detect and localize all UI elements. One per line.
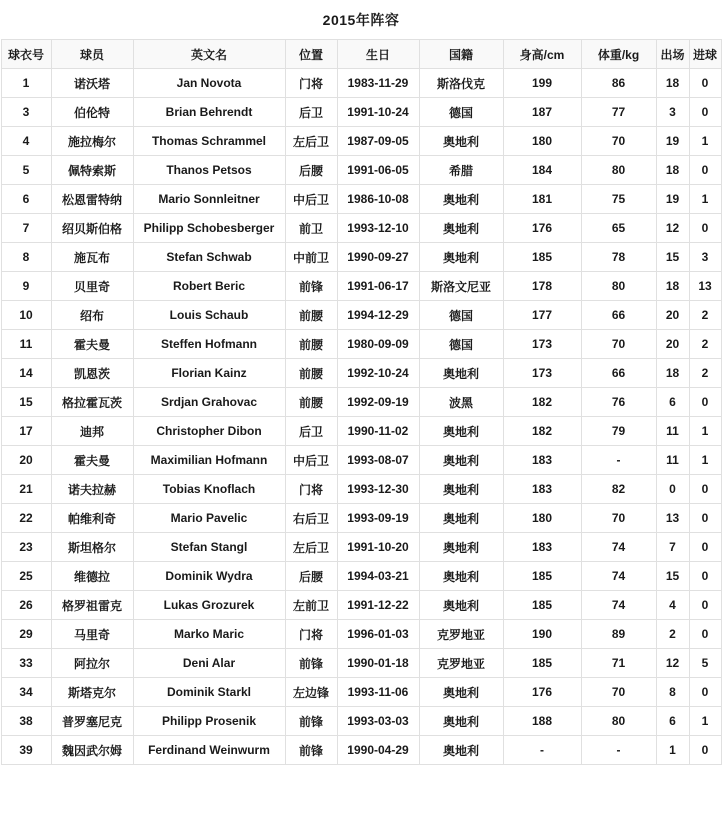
cell-height: 185 bbox=[503, 243, 581, 272]
cell-en-name: Louis Schaub bbox=[133, 301, 285, 330]
table-row bbox=[1, 243, 721, 272]
cell-goals: 0 bbox=[689, 736, 721, 765]
cell-en-name: Florian Kainz bbox=[133, 359, 285, 388]
table-header-row bbox=[1, 40, 721, 69]
table-row bbox=[1, 127, 721, 156]
cell-appearances: 18 bbox=[656, 359, 689, 388]
cell-nationality: 奥地利 bbox=[419, 562, 503, 591]
header-cell-position: 位置 bbox=[285, 40, 337, 69]
cell-player: 阿拉尔 bbox=[51, 649, 133, 678]
cell-birthday: 1990-09-27 bbox=[337, 243, 419, 272]
cell-nationality: 奥地利 bbox=[419, 446, 503, 475]
cell-nationality: 奥地利 bbox=[419, 678, 503, 707]
cell-player: 凯恩茨 bbox=[51, 359, 133, 388]
cell-position: 左前卫 bbox=[285, 591, 337, 620]
cell-weight: 74 bbox=[581, 591, 656, 620]
cell-appearances: 20 bbox=[656, 330, 689, 359]
cell-goals: 0 bbox=[689, 533, 721, 562]
cell-appearances: 15 bbox=[656, 562, 689, 591]
cell-player: 施瓦布 bbox=[51, 243, 133, 272]
header-cell-appearances: 出场 bbox=[656, 40, 689, 69]
cell-goals: 1 bbox=[689, 185, 721, 214]
table-row bbox=[1, 156, 721, 185]
cell-birthday: 1992-10-24 bbox=[337, 359, 419, 388]
cell-height: 180 bbox=[503, 504, 581, 533]
cell-jersey: 10 bbox=[1, 301, 51, 330]
cell-jersey: 38 bbox=[1, 707, 51, 736]
cell-birthday: 1987-09-05 bbox=[337, 127, 419, 156]
cell-height: 185 bbox=[503, 562, 581, 591]
cell-player: 普罗塞尼克 bbox=[51, 707, 133, 736]
cell-height: 183 bbox=[503, 446, 581, 475]
cell-appearances: 19 bbox=[656, 127, 689, 156]
cell-weight: 71 bbox=[581, 649, 656, 678]
cell-jersey: 11 bbox=[1, 330, 51, 359]
table-row bbox=[1, 417, 721, 446]
cell-birthday: 1991-06-05 bbox=[337, 156, 419, 185]
cell-en-name: Stefan Schwab bbox=[133, 243, 285, 272]
cell-en-name: Dominik Wydra bbox=[133, 562, 285, 591]
cell-player: 施拉梅尔 bbox=[51, 127, 133, 156]
cell-appearances: 18 bbox=[656, 69, 689, 98]
cell-birthday: 1993-12-10 bbox=[337, 214, 419, 243]
cell-player: 斯塔克尔 bbox=[51, 678, 133, 707]
cell-appearances: 1 bbox=[656, 736, 689, 765]
table-row bbox=[1, 678, 721, 707]
cell-position: 前卫 bbox=[285, 214, 337, 243]
cell-nationality: 斯洛伐克 bbox=[419, 69, 503, 98]
cell-jersey: 20 bbox=[1, 446, 51, 475]
cell-nationality: 奥地利 bbox=[419, 591, 503, 620]
cell-position: 后卫 bbox=[285, 417, 337, 446]
cell-position: 前腰 bbox=[285, 359, 337, 388]
cell-birthday: 1993-12-30 bbox=[337, 475, 419, 504]
header-cell-player: 球员 bbox=[51, 40, 133, 69]
cell-en-name: Maximilian Hofmann bbox=[133, 446, 285, 475]
cell-jersey: 6 bbox=[1, 185, 51, 214]
cell-jersey: 9 bbox=[1, 272, 51, 301]
cell-player: 霍夫曼 bbox=[51, 446, 133, 475]
cell-position: 后卫 bbox=[285, 98, 337, 127]
cell-nationality: 奥地利 bbox=[419, 533, 503, 562]
cell-height: 184 bbox=[503, 156, 581, 185]
cell-height: 185 bbox=[503, 591, 581, 620]
cell-en-name: Lukas Grozurek bbox=[133, 591, 285, 620]
table-row bbox=[1, 446, 721, 475]
cell-position: 左边锋 bbox=[285, 678, 337, 707]
cell-height: 176 bbox=[503, 678, 581, 707]
cell-height: 183 bbox=[503, 475, 581, 504]
cell-jersey: 22 bbox=[1, 504, 51, 533]
cell-goals: 5 bbox=[689, 649, 721, 678]
cell-appearances: 12 bbox=[656, 649, 689, 678]
table-row bbox=[1, 475, 721, 504]
cell-weight: 66 bbox=[581, 359, 656, 388]
cell-nationality: 奥地利 bbox=[419, 707, 503, 736]
cell-nationality: 波黑 bbox=[419, 388, 503, 417]
cell-en-name: Deni Alar bbox=[133, 649, 285, 678]
cell-position: 后腰 bbox=[285, 562, 337, 591]
cell-nationality: 奥地利 bbox=[419, 417, 503, 446]
cell-en-name: Christopher Dibon bbox=[133, 417, 285, 446]
header-cell-nationality: 国籍 bbox=[419, 40, 503, 69]
cell-goals: 0 bbox=[689, 562, 721, 591]
table-row bbox=[1, 562, 721, 591]
cell-position: 前腰 bbox=[285, 301, 337, 330]
cell-goals: 0 bbox=[689, 69, 721, 98]
cell-goals: 0 bbox=[689, 504, 721, 533]
cell-height: 185 bbox=[503, 649, 581, 678]
table-row bbox=[1, 69, 721, 98]
cell-goals: 1 bbox=[689, 707, 721, 736]
cell-en-name: Mario Pavelic bbox=[133, 504, 285, 533]
table-row bbox=[1, 388, 721, 417]
cell-player: 佩特索斯 bbox=[51, 156, 133, 185]
cell-player: 斯坦格尔 bbox=[51, 533, 133, 562]
cell-weight: - bbox=[581, 736, 656, 765]
cell-player: 霍夫曼 bbox=[51, 330, 133, 359]
table-row bbox=[1, 533, 721, 562]
table-row bbox=[1, 359, 721, 388]
cell-jersey: 3 bbox=[1, 98, 51, 127]
cell-nationality: 奥地利 bbox=[419, 243, 503, 272]
cell-player: 松恩雷特纳 bbox=[51, 185, 133, 214]
cell-player: 绍布 bbox=[51, 301, 133, 330]
cell-weight: 74 bbox=[581, 562, 656, 591]
cell-birthday: 1991-10-20 bbox=[337, 533, 419, 562]
cell-player: 魏因武尔姆 bbox=[51, 736, 133, 765]
cell-position: 前锋 bbox=[285, 272, 337, 301]
cell-weight: 76 bbox=[581, 388, 656, 417]
cell-nationality: 奥地利 bbox=[419, 127, 503, 156]
cell-weight: 74 bbox=[581, 533, 656, 562]
cell-birthday: 1991-10-24 bbox=[337, 98, 419, 127]
cell-goals: 0 bbox=[689, 620, 721, 649]
header-cell-weight: 体重/kg bbox=[581, 40, 656, 69]
cell-height: 183 bbox=[503, 533, 581, 562]
cell-jersey: 34 bbox=[1, 678, 51, 707]
cell-nationality: 德国 bbox=[419, 330, 503, 359]
cell-nationality: 克罗地亚 bbox=[419, 649, 503, 678]
header-cell-en-name: 英文名 bbox=[133, 40, 285, 69]
cell-birthday: 1994-03-21 bbox=[337, 562, 419, 591]
table-row bbox=[1, 98, 721, 127]
cell-nationality: 斯洛文尼亚 bbox=[419, 272, 503, 301]
cell-nationality: 奥地利 bbox=[419, 736, 503, 765]
cell-height: 176 bbox=[503, 214, 581, 243]
cell-birthday: 1983-11-29 bbox=[337, 69, 419, 98]
cell-jersey: 39 bbox=[1, 736, 51, 765]
cell-position: 右后卫 bbox=[285, 504, 337, 533]
cell-goals: 0 bbox=[689, 475, 721, 504]
cell-position: 中前卫 bbox=[285, 243, 337, 272]
table-row bbox=[1, 736, 721, 765]
cell-goals: 1 bbox=[689, 127, 721, 156]
cell-birthday: 1991-12-22 bbox=[337, 591, 419, 620]
cell-jersey: 8 bbox=[1, 243, 51, 272]
cell-jersey: 1 bbox=[1, 69, 51, 98]
cell-appearances: 11 bbox=[656, 417, 689, 446]
cell-weight: 70 bbox=[581, 678, 656, 707]
cell-appearances: 3 bbox=[656, 98, 689, 127]
cell-en-name: Tobias Knoflach bbox=[133, 475, 285, 504]
cell-nationality: 奥地利 bbox=[419, 359, 503, 388]
cell-position: 前腰 bbox=[285, 330, 337, 359]
cell-nationality: 克罗地亚 bbox=[419, 620, 503, 649]
cell-en-name: Ferdinand Weinwurm bbox=[133, 736, 285, 765]
cell-jersey: 33 bbox=[1, 649, 51, 678]
cell-en-name: Dominik Starkl bbox=[133, 678, 285, 707]
cell-jersey: 23 bbox=[1, 533, 51, 562]
cell-weight: 78 bbox=[581, 243, 656, 272]
cell-position: 前腰 bbox=[285, 388, 337, 417]
cell-en-name: Srdjan Grahovac bbox=[133, 388, 285, 417]
cell-birthday: 1993-03-03 bbox=[337, 707, 419, 736]
cell-player: 诺沃塔 bbox=[51, 69, 133, 98]
cell-en-name: Thomas Schrammel bbox=[133, 127, 285, 156]
cell-height: 173 bbox=[503, 330, 581, 359]
cell-weight: 75 bbox=[581, 185, 656, 214]
cell-birthday: 1980-09-09 bbox=[337, 330, 419, 359]
cell-appearances: 6 bbox=[656, 388, 689, 417]
cell-weight: 80 bbox=[581, 707, 656, 736]
cell-position: 左后卫 bbox=[285, 533, 337, 562]
header-cell-goals: 进球 bbox=[689, 40, 721, 69]
cell-jersey: 25 bbox=[1, 562, 51, 591]
cell-nationality: 奥地利 bbox=[419, 475, 503, 504]
cell-player: 帕维利奇 bbox=[51, 504, 133, 533]
cell-appearances: 12 bbox=[656, 214, 689, 243]
cell-weight: 66 bbox=[581, 301, 656, 330]
cell-height: 182 bbox=[503, 417, 581, 446]
cell-weight: 79 bbox=[581, 417, 656, 446]
cell-appearances: 7 bbox=[656, 533, 689, 562]
cell-player: 诺夫拉赫 bbox=[51, 475, 133, 504]
page-title: 2015年阵容 bbox=[322, 12, 400, 28]
cell-birthday: 1993-11-06 bbox=[337, 678, 419, 707]
cell-en-name: Robert Beric bbox=[133, 272, 285, 301]
cell-weight: 70 bbox=[581, 127, 656, 156]
cell-birthday: 1991-06-17 bbox=[337, 272, 419, 301]
cell-goals: 3 bbox=[689, 243, 721, 272]
cell-height: 177 bbox=[503, 301, 581, 330]
cell-position: 中后卫 bbox=[285, 446, 337, 475]
cell-en-name: Mario Sonnleitner bbox=[133, 185, 285, 214]
cell-appearances: 6 bbox=[656, 707, 689, 736]
cell-weight: 86 bbox=[581, 69, 656, 98]
cell-position: 门将 bbox=[285, 475, 337, 504]
cell-nationality: 德国 bbox=[419, 98, 503, 127]
cell-weight: 80 bbox=[581, 156, 656, 185]
cell-height: 178 bbox=[503, 272, 581, 301]
roster-table-body bbox=[1, 69, 721, 765]
cell-height: 173 bbox=[503, 359, 581, 388]
cell-goals: 2 bbox=[689, 301, 721, 330]
header-cell-jersey: 球衣号 bbox=[1, 40, 51, 69]
cell-nationality: 奥地利 bbox=[419, 214, 503, 243]
cell-appearances: 18 bbox=[656, 272, 689, 301]
cell-goals: 0 bbox=[689, 591, 721, 620]
cell-position: 门将 bbox=[285, 69, 337, 98]
cell-nationality: 奥地利 bbox=[419, 504, 503, 533]
cell-player: 迪邦 bbox=[51, 417, 133, 446]
cell-position: 后腰 bbox=[285, 156, 337, 185]
cell-appearances: 18 bbox=[656, 156, 689, 185]
cell-en-name: Brian Behrendt bbox=[133, 98, 285, 127]
cell-birthday: 1990-01-18 bbox=[337, 649, 419, 678]
cell-position: 中后卫 bbox=[285, 185, 337, 214]
table-row bbox=[1, 214, 721, 243]
cell-birthday: 1990-04-29 bbox=[337, 736, 419, 765]
cell-appearances: 11 bbox=[656, 446, 689, 475]
cell-goals: 0 bbox=[689, 98, 721, 127]
cell-jersey: 7 bbox=[1, 214, 51, 243]
cell-player: 维德拉 bbox=[51, 562, 133, 591]
cell-jersey: 17 bbox=[1, 417, 51, 446]
cell-birthday: 1992-09-19 bbox=[337, 388, 419, 417]
cell-en-name: Steffen Hofmann bbox=[133, 330, 285, 359]
cell-position: 前锋 bbox=[285, 707, 337, 736]
cell-goals: 2 bbox=[689, 359, 721, 388]
cell-weight: 65 bbox=[581, 214, 656, 243]
cell-position: 前锋 bbox=[285, 736, 337, 765]
cell-weight: 82 bbox=[581, 475, 656, 504]
roster-table bbox=[1, 39, 722, 765]
cell-height: 188 bbox=[503, 707, 581, 736]
cell-birthday: 1994-12-29 bbox=[337, 301, 419, 330]
cell-weight: 77 bbox=[581, 98, 656, 127]
cell-appearances: 19 bbox=[656, 185, 689, 214]
cell-height: 199 bbox=[503, 69, 581, 98]
cell-nationality: 德国 bbox=[419, 301, 503, 330]
cell-appearances: 0 bbox=[656, 475, 689, 504]
cell-goals: 0 bbox=[689, 214, 721, 243]
cell-height: 187 bbox=[503, 98, 581, 127]
cell-appearances: 2 bbox=[656, 620, 689, 649]
cell-position: 前锋 bbox=[285, 649, 337, 678]
cell-birthday: 1996-01-03 bbox=[337, 620, 419, 649]
cell-en-name: Philipp Prosenik bbox=[133, 707, 285, 736]
cell-height: 181 bbox=[503, 185, 581, 214]
cell-appearances: 13 bbox=[656, 504, 689, 533]
cell-en-name: Stefan Stangl bbox=[133, 533, 285, 562]
cell-appearances: 15 bbox=[656, 243, 689, 272]
cell-jersey: 15 bbox=[1, 388, 51, 417]
cell-height: - bbox=[503, 736, 581, 765]
table-row bbox=[1, 272, 721, 301]
cell-goals: 0 bbox=[689, 678, 721, 707]
cell-position: 门将 bbox=[285, 620, 337, 649]
table-row bbox=[1, 330, 721, 359]
cell-goals: 1 bbox=[689, 417, 721, 446]
cell-en-name: Marko Maric bbox=[133, 620, 285, 649]
header-cell-birthday: 生日 bbox=[337, 40, 419, 69]
cell-height: 190 bbox=[503, 620, 581, 649]
cell-nationality: 希腊 bbox=[419, 156, 503, 185]
cell-height: 180 bbox=[503, 127, 581, 156]
cell-jersey: 21 bbox=[1, 475, 51, 504]
cell-weight: 89 bbox=[581, 620, 656, 649]
cell-player: 格拉霍瓦茨 bbox=[51, 388, 133, 417]
cell-birthday: 1990-11-02 bbox=[337, 417, 419, 446]
cell-appearances: 4 bbox=[656, 591, 689, 620]
table-row bbox=[1, 620, 721, 649]
cell-player: 贝里奇 bbox=[51, 272, 133, 301]
table-row bbox=[1, 185, 721, 214]
cell-birthday: 1993-08-07 bbox=[337, 446, 419, 475]
cell-en-name: Jan Novota bbox=[133, 69, 285, 98]
cell-jersey: 5 bbox=[1, 156, 51, 185]
header-cell-height: 身高/cm bbox=[503, 40, 581, 69]
cell-goals: 13 bbox=[689, 272, 721, 301]
cell-nationality: 奥地利 bbox=[419, 185, 503, 214]
cell-height: 182 bbox=[503, 388, 581, 417]
cell-player: 格罗祖雷克 bbox=[51, 591, 133, 620]
cell-goals: 2 bbox=[689, 330, 721, 359]
cell-player: 伯伦特 bbox=[51, 98, 133, 127]
table-row bbox=[1, 301, 721, 330]
cell-player: 绍贝斯伯格 bbox=[51, 214, 133, 243]
cell-position: 左后卫 bbox=[285, 127, 337, 156]
cell-jersey: 29 bbox=[1, 620, 51, 649]
cell-appearances: 8 bbox=[656, 678, 689, 707]
table-row bbox=[1, 649, 721, 678]
cell-en-name: Philipp Schobesberger bbox=[133, 214, 285, 243]
cell-weight: 70 bbox=[581, 504, 656, 533]
cell-goals: 1 bbox=[689, 446, 721, 475]
table-row bbox=[1, 707, 721, 736]
table-row bbox=[1, 504, 721, 533]
cell-birthday: 1993-09-19 bbox=[337, 504, 419, 533]
cell-jersey: 26 bbox=[1, 591, 51, 620]
cell-weight: 70 bbox=[581, 330, 656, 359]
cell-jersey: 14 bbox=[1, 359, 51, 388]
cell-en-name: Thanos Petsos bbox=[133, 156, 285, 185]
cell-goals: 0 bbox=[689, 388, 721, 417]
cell-birthday: 1986-10-08 bbox=[337, 185, 419, 214]
cell-jersey: 4 bbox=[1, 127, 51, 156]
cell-weight: 80 bbox=[581, 272, 656, 301]
cell-player: 马里奇 bbox=[51, 620, 133, 649]
cell-goals: 0 bbox=[689, 156, 721, 185]
cell-appearances: 20 bbox=[656, 301, 689, 330]
cell-weight: - bbox=[581, 446, 656, 475]
table-row bbox=[1, 591, 721, 620]
